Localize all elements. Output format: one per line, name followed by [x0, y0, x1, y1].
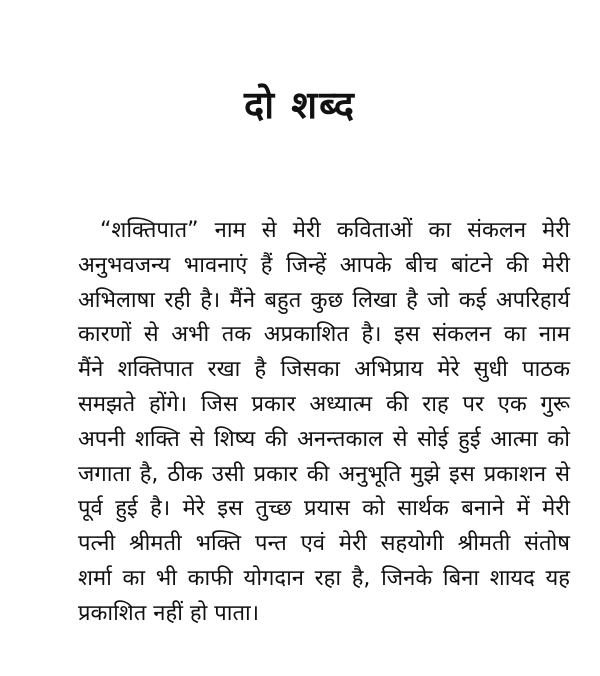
paragraph-line: शर्मा का भी काफी योगदान रहा है, जिनके बिना शायद यह	[78, 565, 570, 591]
page-title: दो शब्द	[244, 83, 356, 127]
paragraph-line: अभिलाषा रही है। मैंने बहुत कुछ लिखा है जो कई अपरिहार्य	[78, 287, 570, 313]
paragraph-line: जगाता है, ठीक उसी प्रकार की अनुभूति मुझे इस प्रकाशन से	[78, 461, 570, 487]
paragraph-line: “शक्तिपात” नाम से मेरी कविताओं का संकलन मेरी	[100, 218, 570, 243]
paragraph-line: पूर्व हुई है। मेरे इस तुच्छ प्रयास को सार्थक बनाने में मेरी	[78, 496, 570, 522]
paragraph-line: अनुभवजन्य भावनाएं हैं जिन्हें आपके बीच बांटने की मेरी	[78, 252, 570, 278]
paragraph-line: मैंने शक्तिपात रखा है जिसका अभिप्राय मेरे सुधी पाठक	[78, 357, 570, 383]
body-paragraph	[78, 214, 570, 632]
paragraph-line: समझते होंगे। जिस प्रकार अध्यात्म की राह पर एक गुरू	[78, 391, 570, 417]
paragraph-line: प्रकाशित नहीं हो पाता।	[78, 600, 260, 626]
paragraph-line: पत्नी श्रीमती भक्ति पन्त एवं मेरी सहयोगी श्रीमती संतोष	[78, 531, 570, 557]
paragraph-line: कारणों से अभी तक अप्रकाशित है। इस संकलन का नाम	[78, 322, 570, 348]
paragraph-line: अपनी शक्ति से शिष्य की अनन्तकाल से सोई हुई आत्मा को	[78, 426, 570, 452]
